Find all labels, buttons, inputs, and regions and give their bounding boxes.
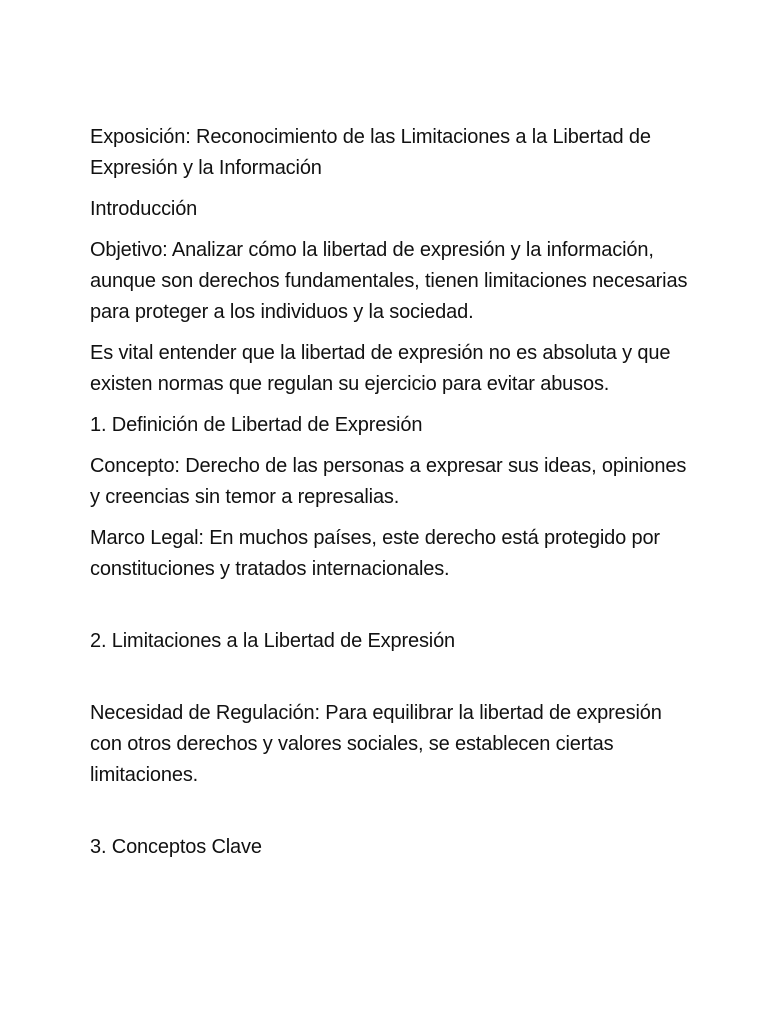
paragraph-necesidad: Necesidad de Regulación: Para equilibrar la libertad de expresión con otros derechos y valores sociales, se establecen ciertas limitaciones. <box>90 702 662 786</box>
document-title: Exposición: Reconocimiento de las Limitaciones a la Libertad de Expresión y la Información <box>90 126 651 179</box>
paragraph-es-vital: Es vital entender que la libertad de expresión no es absoluta y que existen normas que regulan su ejercicio para evitar abusos. <box>90 342 671 395</box>
document-page <box>90 122 690 873</box>
section-heading-introduccion: Introducción <box>90 198 198 220</box>
section-heading-definicion: 1. Definición de Libertad de Expresión <box>90 414 423 436</box>
paragraph-concepto: Concepto: Derecho de las personas a expresar sus ideas, opiniones y creencias sin temor a represalias. <box>90 455 687 508</box>
paragraph-marco-legal: Marco Legal: En muchos países, este derecho está protegido por constituciones y tratados internacionales. <box>90 527 660 580</box>
section-heading-conceptos-clave: 3. Conceptos Clave <box>90 836 262 858</box>
paragraph-objetivo: Objetivo: Analizar cómo la libertad de expresión y la información, aunque son derechos fundamentales, tienen limitaciones necesarias para proteger a los individuos y la sociedad. <box>90 239 688 323</box>
section-heading-limitaciones: 2. Limitaciones a la Libertad de Expresión <box>90 630 456 652</box>
